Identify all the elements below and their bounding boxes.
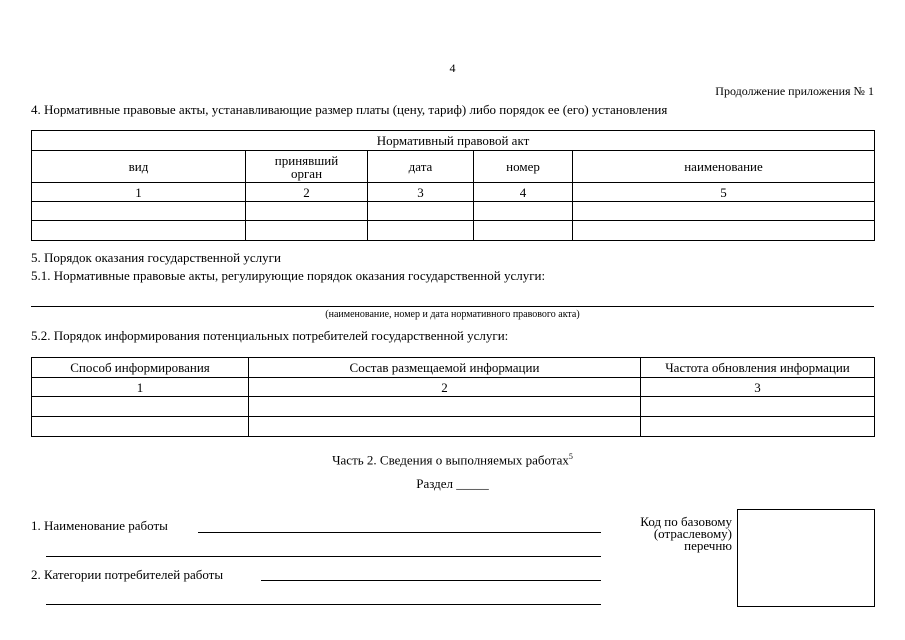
empty-cell[interactable] bbox=[32, 202, 246, 221]
empty-cell[interactable] bbox=[474, 221, 573, 241]
col-header-type: вид bbox=[32, 151, 246, 183]
empty-cell[interactable] bbox=[641, 417, 875, 437]
work-name-line[interactable] bbox=[198, 532, 601, 533]
legal-acts-table bbox=[31, 130, 875, 241]
table-row bbox=[32, 202, 875, 221]
empty-cell[interactable] bbox=[32, 221, 246, 241]
col-header-number: номер bbox=[474, 151, 573, 183]
col-number: 5 bbox=[573, 183, 875, 202]
code-label-line: Код по базовому bbox=[640, 514, 732, 529]
informing-header-row bbox=[32, 358, 875, 378]
section-label: Раздел _____ bbox=[416, 476, 489, 491]
informing-number-row bbox=[32, 378, 875, 397]
col-header-issuing-body-text: принявший орган bbox=[274, 152, 339, 181]
work-name-label: 1. Наименование работы bbox=[31, 518, 168, 533]
table-row bbox=[32, 221, 875, 241]
code-label-line: (отраслевому) bbox=[653, 526, 732, 541]
empty-cell[interactable] bbox=[249, 397, 641, 417]
col-number: 3 bbox=[641, 378, 875, 397]
part2-title-block bbox=[0, 452, 905, 468]
section5-2-heading: 5.2. Порядок информирования потенциальных потребителей государственной услуги: bbox=[31, 328, 509, 343]
informing-table bbox=[31, 357, 875, 437]
work-name-line-2[interactable] bbox=[46, 556, 601, 557]
appendix-continuation: Продолжение приложения № 1 bbox=[715, 84, 874, 98]
code-label-line: перечню bbox=[684, 538, 732, 553]
part2-title: Часть 2. Сведения о выполняемых работах bbox=[332, 452, 569, 468]
empty-cell[interactable] bbox=[573, 221, 875, 241]
col-header-name: наименование bbox=[573, 151, 875, 183]
col-number: 3 bbox=[368, 183, 474, 202]
col-number: 4 bbox=[474, 183, 573, 202]
section5-1-heading: 5.1. Нормативные правовые акты, регулирующие порядок оказания государственной услуги: bbox=[31, 268, 546, 283]
empty-cell[interactable] bbox=[32, 417, 249, 437]
table-row bbox=[32, 397, 875, 417]
empty-cell[interactable] bbox=[474, 202, 573, 221]
section4-heading: 4. Нормативные правовые акты, устанавливающие размер платы (цену, тариф) либо порядок ее (его) установления bbox=[31, 102, 668, 117]
empty-cell[interactable] bbox=[641, 397, 875, 417]
empty-cell[interactable] bbox=[246, 221, 368, 241]
page-number: 4 bbox=[449, 61, 456, 75]
empty-cell[interactable] bbox=[368, 221, 474, 241]
basic-list-code-box[interactable] bbox=[737, 509, 875, 607]
col-header-date: дата bbox=[368, 151, 474, 183]
consumers-label: 2. Категории потребителей работы bbox=[31, 567, 224, 582]
col-number: 2 bbox=[249, 378, 641, 397]
empty-cell[interactable] bbox=[573, 202, 875, 221]
footnote-marker: 5 bbox=[568, 452, 573, 461]
consumers-line[interactable] bbox=[261, 580, 601, 581]
legal-acts-group-header-row bbox=[32, 131, 875, 151]
empty-cell[interactable] bbox=[246, 202, 368, 221]
table-row bbox=[32, 417, 875, 437]
col-header-issuing-body bbox=[246, 151, 368, 183]
col-number: 1 bbox=[32, 378, 249, 397]
legal-acts-group-header: Нормативный правовой акт bbox=[32, 131, 875, 151]
col-header-method: Способ информирования bbox=[32, 358, 249, 378]
legal-acts-number-row bbox=[32, 183, 875, 202]
legal-act-fill-caption: (наименование, номер и дата нормативного правового акта) bbox=[325, 309, 580, 320]
col-header-content: Состав размещаемой информации bbox=[249, 358, 641, 378]
col-header-frequency: Частота обновления информации bbox=[641, 358, 875, 378]
empty-cell[interactable] bbox=[368, 202, 474, 221]
empty-cell[interactable] bbox=[32, 397, 249, 417]
empty-cell[interactable] bbox=[249, 417, 641, 437]
legal-act-fill-line[interactable] bbox=[31, 306, 874, 307]
legal-acts-header-row bbox=[32, 151, 875, 183]
col-number: 1 bbox=[32, 183, 246, 202]
col-number: 2 bbox=[246, 183, 368, 202]
consumers-line-2[interactable] bbox=[46, 604, 601, 605]
basic-list-code-label bbox=[612, 516, 732, 552]
section5-heading: 5. Порядок оказания государственной услуги bbox=[31, 250, 281, 265]
